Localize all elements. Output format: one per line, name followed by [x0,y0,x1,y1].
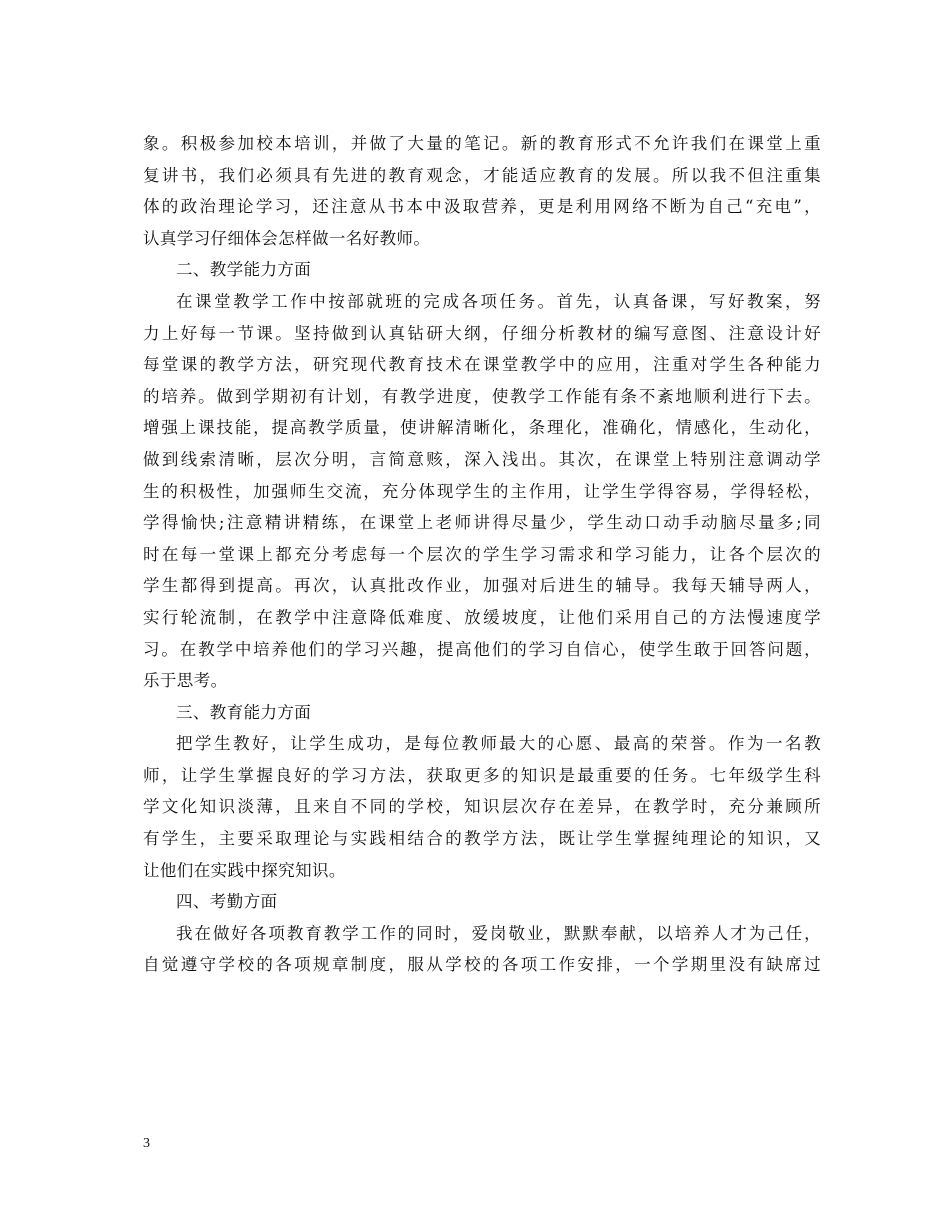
text-line: 认真学习仔细体会怎样做一名好教师。 [143,228,431,248]
text-line: 增强上课技能，提高教学质量，使讲解清晰化，条理化，准确化，情感化，生动化， [143,418,821,438]
text-line: 每堂课的教学方法，研究现代教育技术在课堂教学中的应用，注重对学生各种能力 [143,355,821,375]
text-line: 乐于思考。 [143,671,228,691]
text-line: 学文化知识淡薄，且来自不同的学校，知识层次存在差异，在教学时，充分兼顾所 [143,797,821,817]
document-body [143,128,821,981]
text-line: 我在做好各项教育教学工作的同时，爱岗敬业，默默奉献，以培养人才为己任， [176,923,821,943]
text-line: 学生都得到提高。再次，认真批改作业，加强对后进生的辅导。我每天辅导两人， [143,576,821,596]
text-line: 体的政治理论学习，还注意从书本中汲取营养，更是利用网络不断为自己“充电”， [143,197,821,217]
text-line: 力上好每一节课。坚持做到认真钻研大纲，仔细分析教材的编写意图、注意设计好 [143,323,821,343]
text-line: 学得愉快;注意精讲精练，在课堂上老师讲得尽量少，学生动口动手动脑尽量多;同 [143,513,821,533]
text-line: 的培养。做到学期初有计划，有教学进度，使教学工作能有条不紊地顺利进行下去。 [143,386,821,406]
text-line: 复讲书，我们必须具有先进的教育观念，才能适应教育的发展。所以我不但注重集 [143,165,821,185]
text-line: 实行轮流制，在教学中注意降低难度、放缓坡度，让他们采用自己的方法慢速度学 [143,607,821,627]
page-number: 3 [143,1136,150,1151]
text-line: 把学生教好，让学生成功，是每位教师最大的心愿、最高的荣誉。作为一名教 [176,734,821,754]
text-line: 时在每一堂课上都充分考虑每一个层次的学生学习需求和学习能力，让各个层次的 [143,544,821,564]
text-line: 做到线索清晰，层次分明，言简意赅，深入浅出。其次，在课堂上特别注意调动学 [143,449,821,469]
text-line: 自觉遵守学校的各项规章制度，服从学校的各项工作安排，一个学期里没有缺席过 [143,955,821,975]
text-line: 有学生，主要采取理论与实践相结合的教学方法，既让学生掌握纯理论的知识，又 [143,829,821,849]
text-line: 师，让学生掌握良好的学习方法，获取更多的知识是最重要的任务。七年级学生科 [143,765,821,785]
text-line: 在课堂教学工作中按部就班的完成各项任务。首先，认真备课，写好教案，努 [176,291,821,311]
section-heading: 四、考勤方面 [176,892,278,912]
text-line: 习。在教学中培养他们的学习兴趣，提高他们的学习自信心，使学生敢于回答问题， [143,639,821,659]
text-line: 让他们在实践中探究知识。 [143,860,346,880]
section-heading: 三、教育能力方面 [176,702,312,722]
text-line: 象。积极参加校本培训，并做了大量的笔记。新的教育形式不允许我们在课堂上重 [143,134,821,153]
section-heading: 二、教学能力方面 [176,260,312,280]
text-line: 生的积极性，加强师生交流，充分体现学生的主作用，让学生学得容易，学得轻松， [143,481,821,501]
